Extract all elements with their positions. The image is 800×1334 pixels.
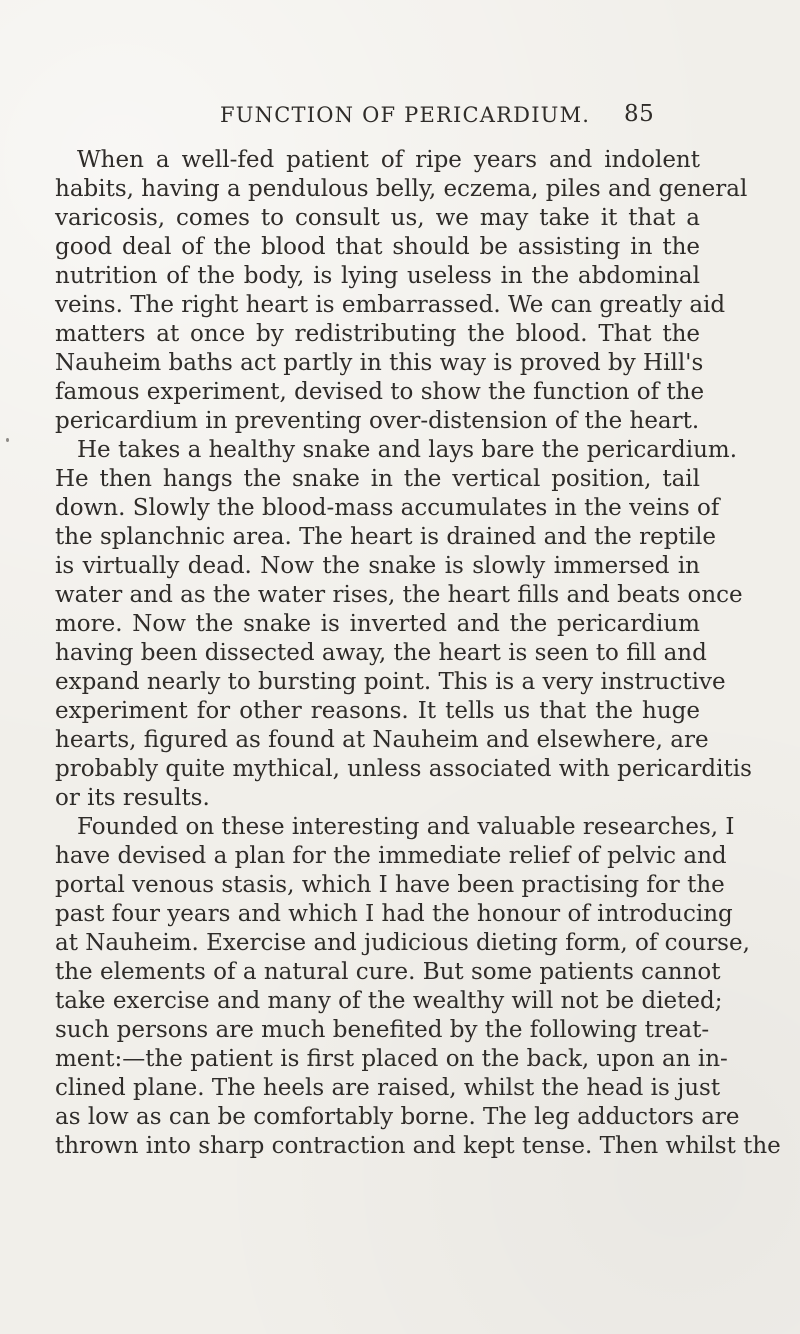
text-line: the elements of a natural cure. But some patients cannot [55, 959, 721, 985]
body-text [55, 146, 781, 1161]
page-edge-mark [6, 438, 9, 442]
text-line: hearts, figured as found at Nauheim and elsewhere, are [55, 727, 709, 753]
text-line: When a well-fed patient of ripe years and indolent [77, 147, 700, 173]
text-line: good deal of the blood that should be assisting in the [55, 234, 700, 260]
text-line: at Nauheim. Exercise and judicious dieting form, of course, [55, 930, 750, 956]
text-line: more. Now the snake is inverted and the pericardium [55, 611, 700, 637]
text-line: past four years and which I had the honour of introducing [55, 901, 733, 927]
text-line: clined plane. The heels are raised, whilst the head is just [55, 1075, 721, 1101]
text-line: experiment for other reasons. It tells us that the huge [55, 698, 700, 724]
running-head: FUNCTION OF PERICARDIUM. [220, 103, 591, 127]
text-line: is virtually dead. Now the snake is slowly immersed in [55, 553, 700, 579]
text-line: habits, having a pendulous belly, eczema, piles and general [55, 176, 748, 202]
text-line: water and as the water rises, the heart fills and beats once [55, 582, 743, 608]
text-line: down. Slowly the blood-mass accumulates in the veins of [55, 495, 720, 521]
text-line: Founded on these interesting and valuable researches, I [77, 814, 735, 840]
text-line: nutrition of the body, is lying useless in the abdominal [55, 263, 700, 289]
text-line: He then hangs the snake in the vertical position, tail [55, 466, 700, 492]
text-line: having been dissected away, the heart is seen to fill and [55, 640, 707, 666]
text-line: probably quite mythical, unless associated with pericarditis [55, 756, 752, 782]
text-line: ment:—the patient is first placed on the back, upon an in- [55, 1046, 728, 1072]
text-line: the splanchnic area. The heart is drained and the reptile [55, 524, 717, 550]
text-line: or its results. [55, 785, 210, 811]
text-line: matters at once by redistributing the blood. That the [55, 321, 700, 347]
text-line: portal venous stasis, which I have been practising for the [55, 872, 725, 898]
text-line: have devised a plan for the immediate relief of pelvic and [55, 843, 727, 869]
text-line: pericardium in preventing over-distension of the heart. [55, 408, 700, 434]
text-line: veins. The right heart is embarrassed. We can greatly aid [55, 292, 726, 318]
text-line: Nauheim baths act partly in this way is proved by Hill's [55, 350, 704, 376]
text-line: such persons are much benefited by the following treat- [55, 1017, 710, 1043]
page-number: 85 [624, 101, 655, 127]
text-line: as low as can be comfortably borne. The leg adductors are [55, 1104, 740, 1130]
text-line: expand nearly to bursting point. This is a very instructive [55, 669, 726, 695]
text-line: famous experiment, devised to show the function of the [55, 379, 705, 405]
text-line: varicosis, comes to consult us, we may take it that a [55, 205, 700, 231]
text-line: thrown into sharp contraction and kept tense. Then whilst the [55, 1133, 781, 1159]
text-line: He takes a healthy snake and lays bare the pericardium. [77, 437, 738, 463]
text-line: take exercise and many of the wealthy will not be dieted; [55, 988, 723, 1014]
